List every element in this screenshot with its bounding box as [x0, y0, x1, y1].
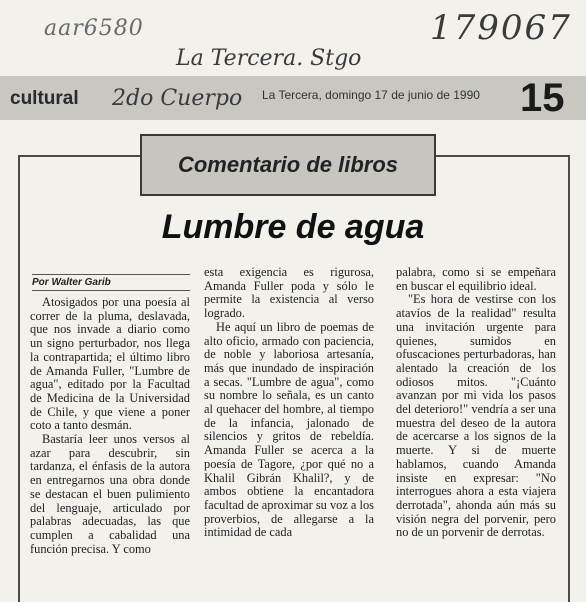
publication-dateline: La Tercera, domingo 17 de junio de 1990 — [262, 88, 480, 102]
paragraph: palabra, como si se empeñara en buscar el equilibrio ideal. — [396, 265, 556, 293]
handwritten-reference-code: aar6580 — [44, 16, 144, 41]
rubric-box — [140, 134, 436, 196]
paragraph: Atosigados por una poesía al correr de la pluma, deslavada, que nos invade a diario como un signo perturbador, nos llega la contrapartida; el último libro de Amanda Fuller, "Lumbre de agua", editado por la Facultad de Medicina de la Universidad de Chile, y que viene a poner coto a tanto desmán. — [30, 295, 190, 433]
handwritten-catalog-number: 179067 — [430, 8, 572, 48]
paragraph: esta exigencia es rigurosa, Amanda Fuller poda y sólo le permite la existencia al verso logrado. — [204, 265, 374, 321]
paragraph: Bastaría leer unos versos al azar para descubrir, sin tardanza, el énfasis de la autora en entregarnos una obra donde se destacan el buen pulimiento del lenguaje, articulado por palabras adecuadas, las que cumplen a cabalidad una función precisa. Y como — [30, 432, 190, 556]
page-number: 15 — [520, 76, 565, 120]
paragraph: He aquí un libro de poemas de alto oficio, armado con paciencia, de noble y laboriosa artesanía, más que inundado de inspiración a secas. "Lumbre de agua", como su nombre lo señala, es un canto al quehacer del hombre, al tiempo de la infancia, jalonado de silencios y gritos de rebeldía. Amanda Fuller se acerca a la poesía de Tagore, ¿por qué no a Khalil Gibrán Khalil?, y de ambos obtiene la encantadora facultad de aproximar su voz a los proverbios, de allegarse a la intimidad de cada — [204, 319, 374, 540]
article-column-1 — [30, 296, 190, 556]
handwritten-date-note: 2do Cuerpo — [112, 86, 243, 111]
article-column-2 — [204, 266, 374, 540]
section-name: cultural — [10, 88, 79, 109]
article-column-3 — [396, 266, 556, 540]
rubric-title: Comentario de libros — [177, 152, 399, 177]
article-byline: Por Walter Garib — [32, 274, 190, 291]
article-headline: Lumbre de agua — [161, 208, 425, 246]
paragraph: "Es hora de vestirse con los atavíos de la realidad" resulta una invitación urgente para quienes, sumidos en ofuscaciones perturbadoras, han alentado la creación de los odiosos mitos. "¡Cuánto avanzan por mi vida los pasos del deterioro!" vendría a ser una muestra del deseo de la autora de acercarse a los signos de la muerte. Y si de muerte hablamos, cuando Amanda insiste en expresar: "No interrogues ahora a esta viajera derrotada", ahonda aún más su visión negra del porvenir, pero no de un porvenir de derrotas. — [396, 292, 556, 540]
handwritten-source-note: La Tercera. Stgo — [176, 46, 362, 71]
